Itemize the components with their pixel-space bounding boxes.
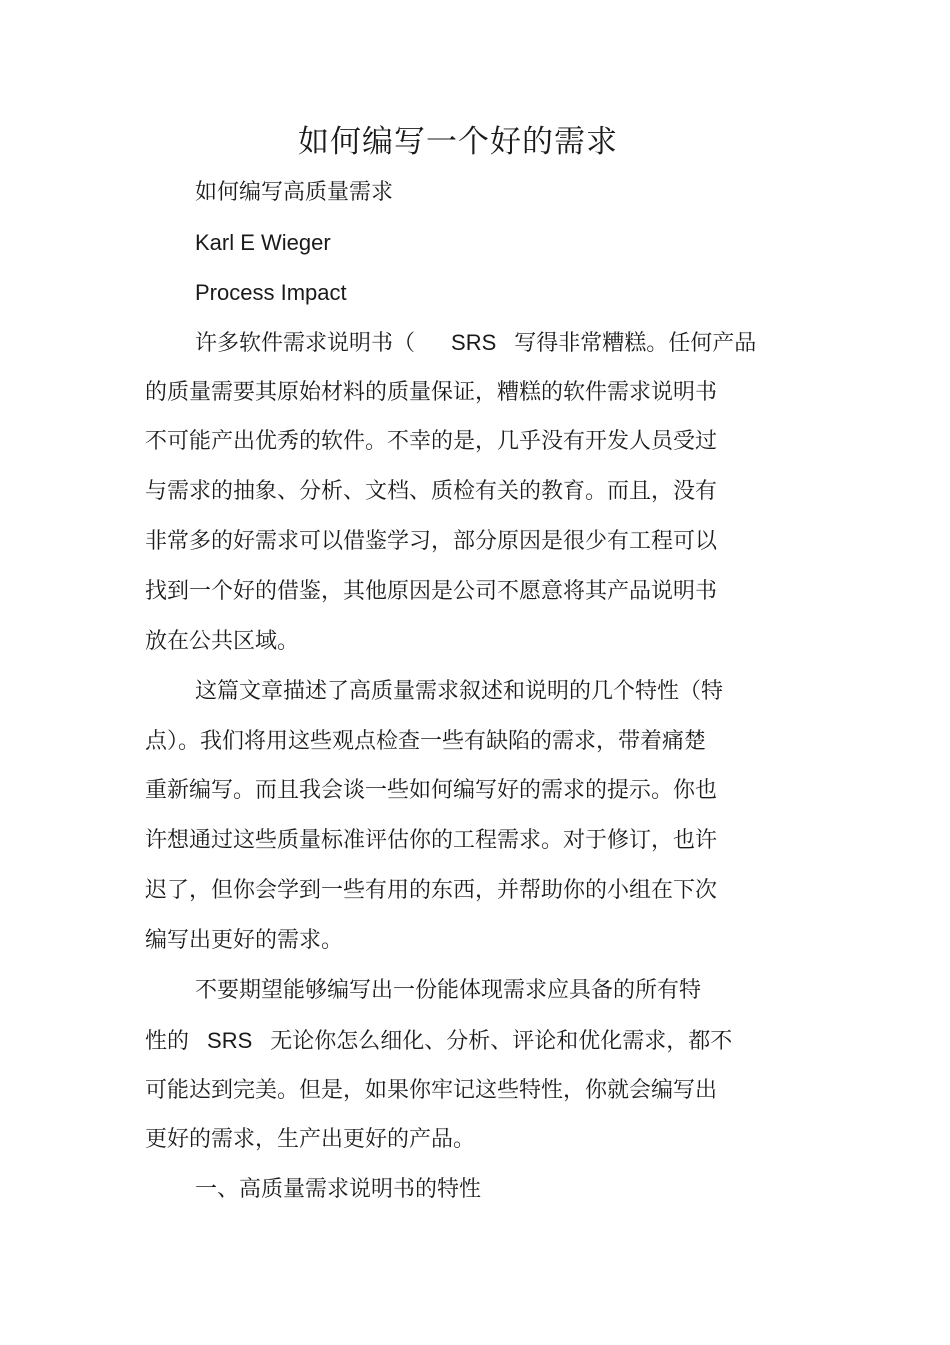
paragraph-1-line-6: 找到一个好的借鉴，其他原因是公司不愿意将其产品说明书 [145, 579, 718, 604]
paragraph-2-line-1: 这篇文章描述了高质量需求叙述和说明的几个特性（特 [195, 679, 724, 704]
paragraph-1-line-7: 放在公共区域。 [145, 629, 300, 654]
subtitle: 如何编写高质量需求 [195, 180, 394, 205]
paragraph-1-text-b: 写得非常糟糕。任何产品 [514, 331, 757, 356]
paragraph-1-text-a: 许多软件需求说明书（ [195, 331, 416, 356]
paragraph-2-line-2: 点）。我们将用这些观点检查一些有缺陷的需求，带着痛楚 [145, 729, 707, 754]
paragraph-3-line-4: 更好的需求，生产出更好的产品。 [145, 1127, 476, 1152]
paragraph-1-line-5: 非常多的好需求可以借鉴学习，部分原因是很少有工程可以 [145, 529, 718, 554]
organization-name: Process Impact [195, 280, 347, 305]
paragraph-2-line-6: 编写出更好的需求。 [145, 928, 344, 953]
srs-term-2: SRS [207, 1028, 253, 1053]
author-name: Karl E Wieger [195, 230, 331, 255]
paragraph-2-line-4: 许想通过这些质量标准评估你的工程需求。对于修订，也许 [145, 828, 718, 853]
paragraph-3-line-1: 不要期望能够编写出一份能体现需求应具备的所有特 [195, 978, 702, 1003]
paragraph-3-line-2 [145, 1026, 732, 1057]
paragraph-1-line-2: 的质量需要其原始材料的质量保证，糟糕的软件需求说明书 [145, 380, 718, 405]
paragraph-1-line-3: 不可能产出优秀的软件。不幸的是，几乎没有开发人员受过 [145, 429, 718, 454]
document-title: 如何编写一个好的需求 [298, 124, 618, 160]
section-heading: 一、高质量需求说明书的特性 [195, 1177, 482, 1202]
paragraph-3-text-b: 无论你怎么细化、分析、评论和优化需求，都不 [270, 1029, 733, 1054]
paragraph-1-line-1 [195, 328, 756, 359]
paragraph-3-line-3: 可能达到完美。但是，如果你牢记这些特性，你就会编写出 [145, 1078, 718, 1103]
paragraph-1-line-4: 与需求的抽象、分析、文档、质检有关的教育。而且，没有 [145, 479, 718, 504]
paragraph-2-line-3: 重新编写。而且我会谈一些如何编写好的需求的提示。你也 [145, 778, 718, 803]
paragraph-2-line-5: 迟了，但你会学到一些有用的东西，并帮助你的小组在下次 [145, 878, 718, 903]
paragraph-3-text-a: 性的 [145, 1029, 190, 1054]
srs-term: SRS [451, 330, 497, 355]
